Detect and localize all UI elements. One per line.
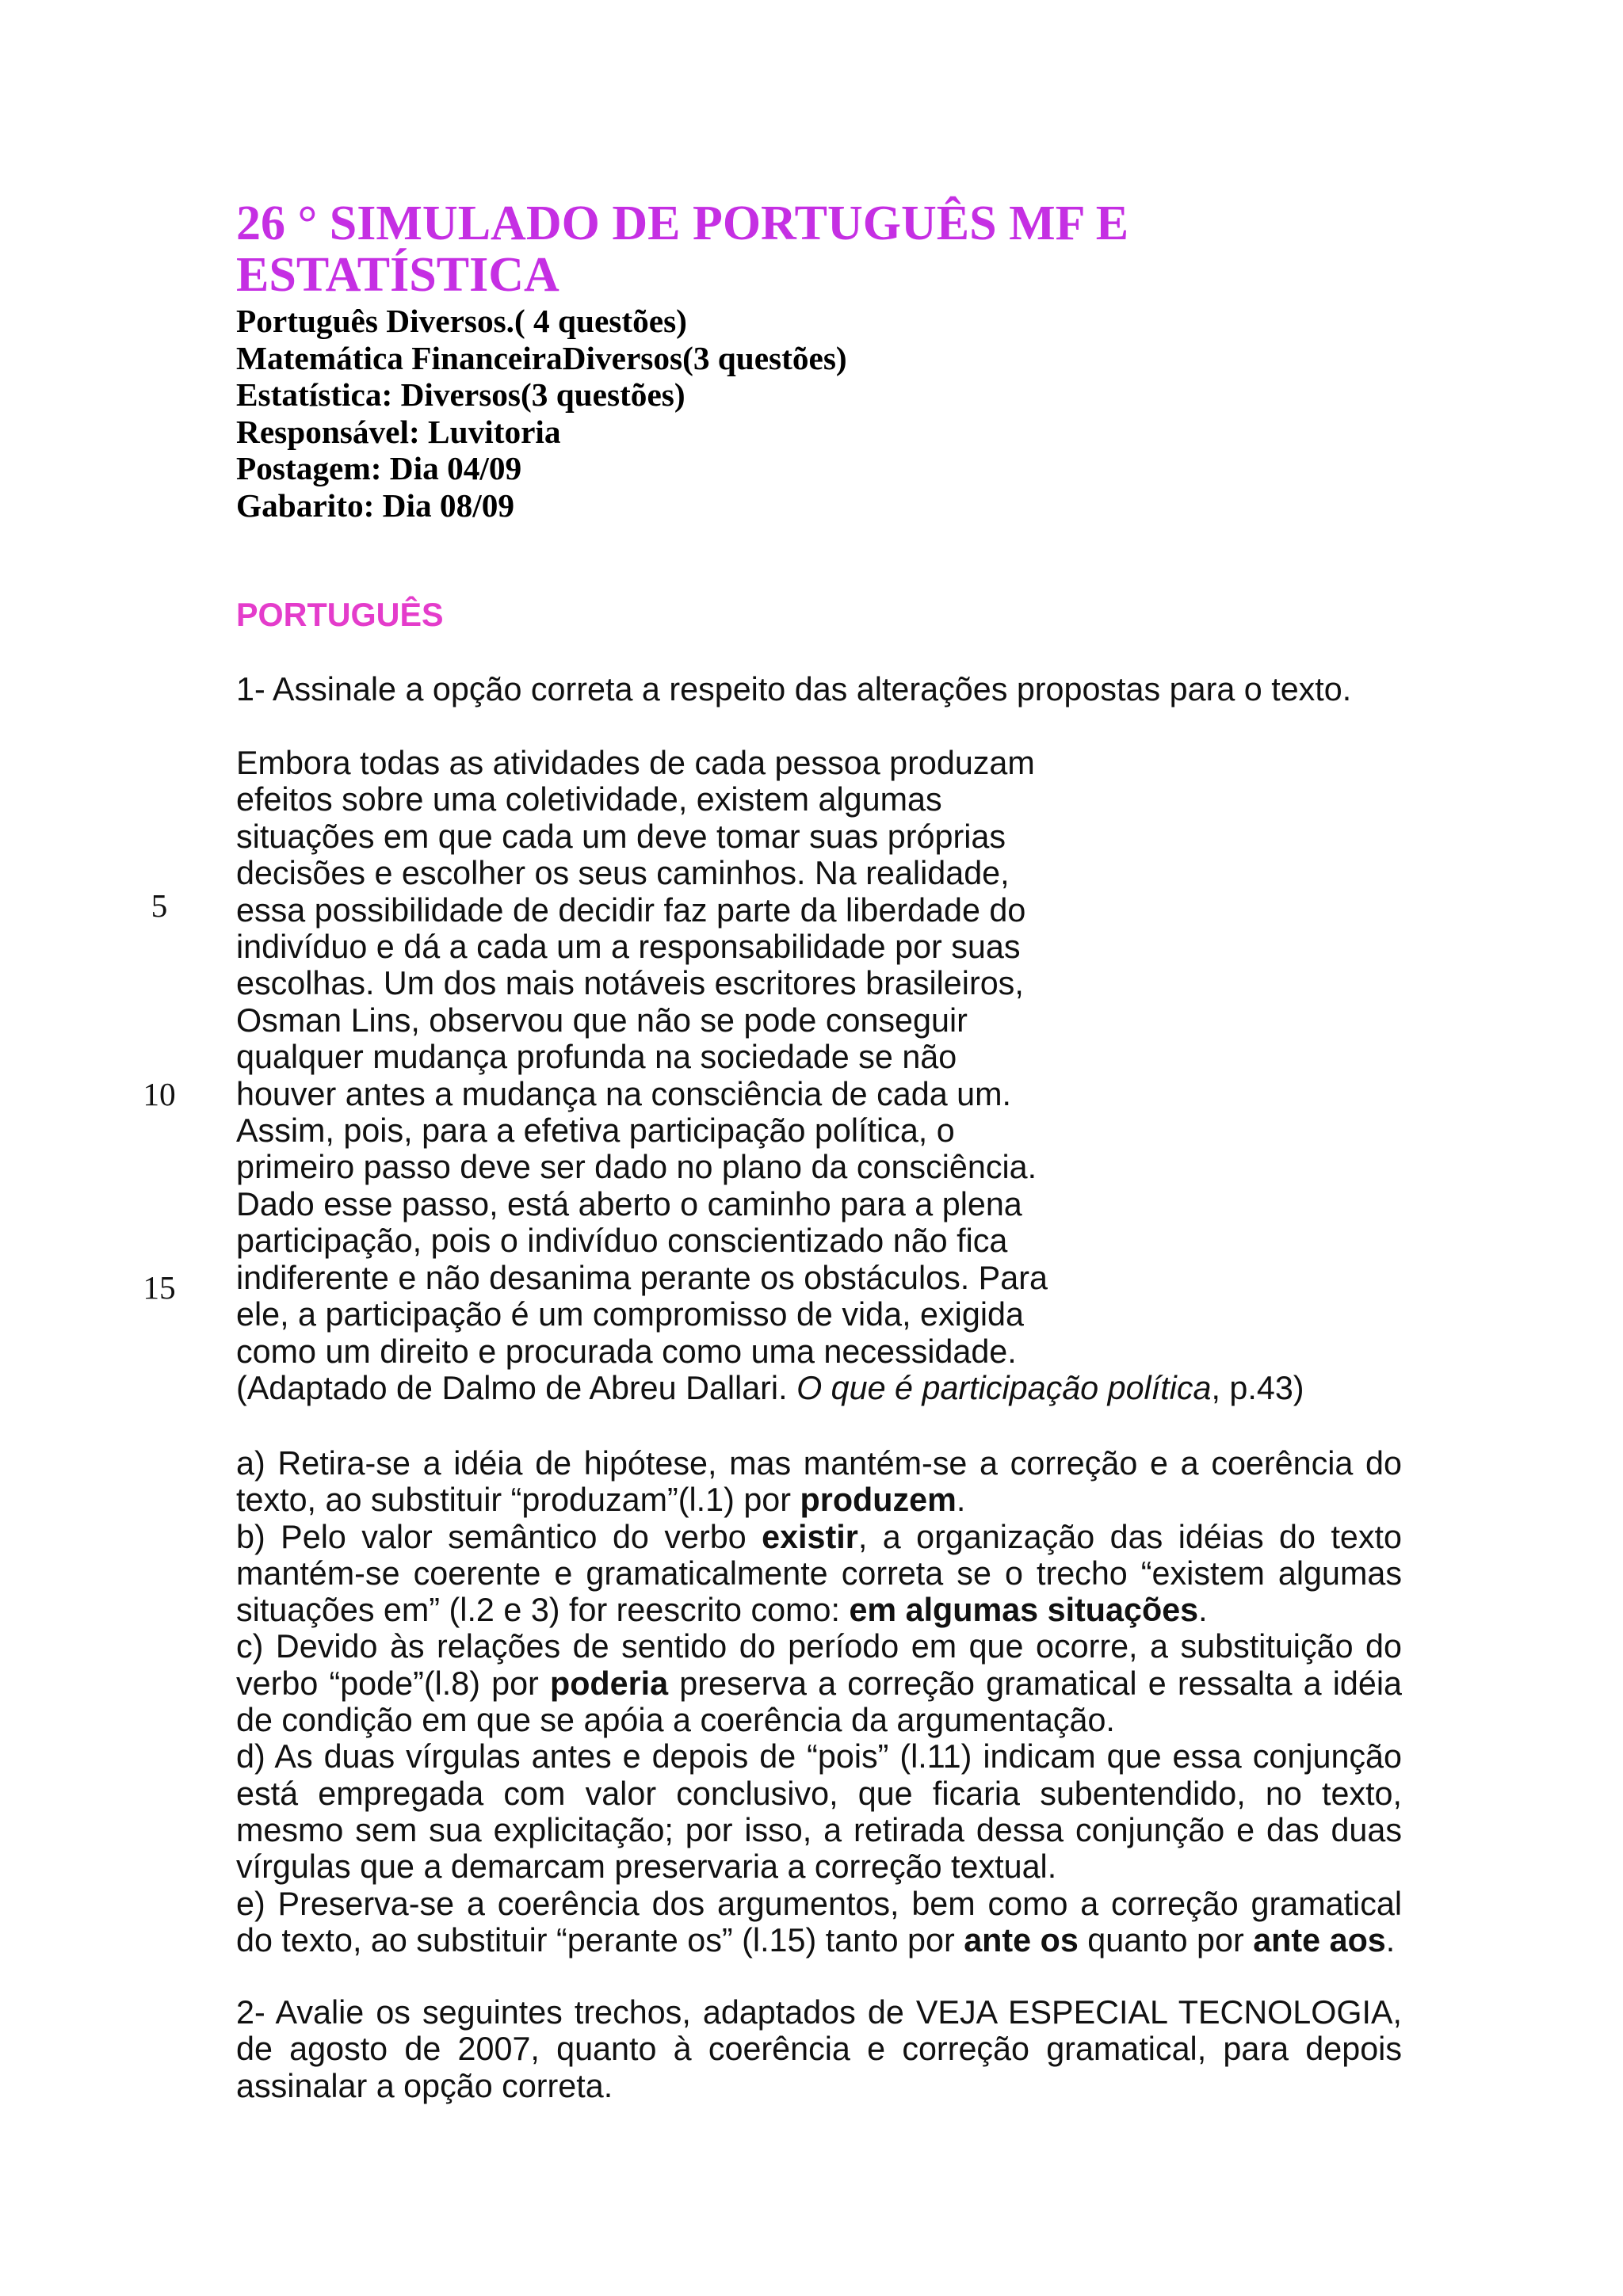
passage-line: escolhas. Um dos mais notáveis escritores brasileiros,	[236, 965, 1024, 1002]
passage-line: indivíduo e dá a cada um a responsabilidade por suas	[236, 929, 1021, 966]
option-d	[236, 1738, 1402, 1885]
passage-line: como um direito e procurada como uma necessidade.	[236, 1333, 1017, 1370]
passage-line: Dado esse passo, está aberto o caminho para a plena	[236, 1185, 1022, 1222]
option-line	[236, 1482, 1402, 1518]
passage-line: situações em que cada um deve tomar suas próprias	[236, 818, 1006, 855]
info-line-estatistica: Estatística: Diversos(3 questões)	[236, 376, 685, 413]
bold-term: produzem	[800, 1482, 957, 1519]
text-run: .	[956, 1482, 966, 1519]
passage-line: participação, pois o indivíduo conscientizado não fica	[236, 1222, 1008, 1260]
text-run: está empregada com valor conclusivo, que ficaria subentendido, no texto,	[236, 1775, 1402, 1812]
passage-line: primeiro passo deve ser dado no plano da consciência.	[236, 1149, 1037, 1186]
bold-term: ante aos	[1253, 1921, 1386, 1958]
document-info	[236, 303, 847, 524]
text-run: (Adaptado de Dalmo de Abreu Dallari.	[236, 1369, 797, 1406]
info-line-portugues: Português Diversos.( 4 questões)	[236, 303, 687, 339]
text-run: a) Retira-se a idéia de hipótese, mas mantém-se a correção e a coerência do	[236, 1445, 1402, 1482]
text-run: preserva a correção gramatical e ressalta a idéia	[668, 1665, 1402, 1702]
passage-line: indiferente e não desanima perante os obstáculos. Para	[236, 1259, 1048, 1296]
option-e	[236, 1886, 1402, 1959]
option-line	[236, 1665, 1402, 1702]
text-run: situações em” (l.2 e 3) for reescrito como:	[236, 1592, 850, 1629]
info-line-matematica: Matemática FinanceiraDiversos(3 questões)	[236, 339, 847, 376]
option-line	[236, 1812, 1402, 1848]
text-run: mantém-se coerente e gramaticalmente correta se o trecho “existem algumas	[236, 1554, 1402, 1592]
italic-title: O que é participação política	[796, 1369, 1212, 1406]
question-2-line: assinalar a opção correta.	[236, 2067, 613, 2104]
text-run: d) As duas vírgulas antes e depois de “pois” (l.11) indicam que essa conjunção	[236, 1738, 1402, 1775]
text-run: quanto por	[1078, 1921, 1254, 1958]
option-line	[236, 1922, 1402, 1958]
text-run: de condição em que se apóia a coerência da argumentação.	[236, 1702, 1115, 1739]
text-run: , p.43)	[1211, 1369, 1304, 1406]
passage-line: efeitos sobre uma coletividade, existem algumas	[236, 781, 942, 818]
document-title: 26 ° SIMULADO DE PORTUGUÊS MF E ESTATÍSTICA	[236, 196, 1129, 302]
text-run: b) Pelo valor semântico do verbo	[236, 1518, 762, 1555]
passage-line: Embora todas as atividades de cada pessoa produzam	[236, 745, 1035, 781]
question-1-options	[236, 1445, 1402, 1958]
passage-line-number: 15	[143, 1269, 176, 1306]
option-line	[236, 1519, 1402, 1555]
option-line	[236, 1738, 1402, 1775]
bold-term: ante os	[964, 1921, 1079, 1958]
option-line	[236, 1555, 1402, 1592]
option-b	[236, 1519, 1402, 1629]
info-line-gabarito: Gabarito: Dia 08/09	[236, 486, 515, 524]
passage-line: decisões e escolher os seus caminhos. Na realidade,	[236, 855, 1010, 892]
passage	[236, 745, 1304, 1406]
text-run: verbo “pode”(l.8) por	[236, 1665, 550, 1702]
passage-line: houver antes a mudança na consciência de cada um.	[236, 1075, 1011, 1112]
bold-term: existir	[762, 1518, 858, 1555]
question-1-prompt: 1- Assinale a opção correta a respeito das alterações propostas para o texto.	[236, 671, 1352, 707]
passage-line: qualquer mudança profunda na sociedade se não	[236, 1039, 957, 1076]
text-run: vírgulas que a demarcam preservaria a correção textual.	[236, 1848, 1057, 1886]
passage-line: Assim, pois, para a efetiva participação política, o	[236, 1112, 955, 1150]
section-heading: PORTUGUÊS	[236, 597, 444, 633]
passage-line-number: 10	[143, 1076, 176, 1112]
bold-term: poderia	[549, 1665, 669, 1702]
option-line	[236, 1775, 1402, 1812]
text-run: e) Preserva-se a coerência dos argumentos, bem como a correção gramatical	[236, 1885, 1402, 1922]
bold-term: em algumas situações	[849, 1592, 1199, 1629]
text-run: .	[1198, 1592, 1208, 1629]
option-a	[236, 1445, 1402, 1519]
text-run: do texto, ao substituir “perante os” (l.15) tanto por	[236, 1921, 964, 1958]
text-run: c) Devido às relações de sentido do período em que ocorre, a substituição do	[236, 1628, 1402, 1665]
passage-line-number: 5	[151, 887, 168, 924]
option-line	[236, 1702, 1402, 1738]
option-line	[236, 1592, 1402, 1628]
question-2-line: de agosto de 2007, quanto à coerência e correção gramatical, para depois	[236, 2031, 1402, 2068]
text-run: texto, ao substituir “produzam”(l.1) por	[236, 1482, 800, 1519]
question-2-line: 2- Avalie os seguintes trechos, adaptados de VEJA ESPECIAL TECNOLOGIA,	[236, 1994, 1402, 2031]
info-line-postagem: Postagem: Dia 04/09	[236, 450, 522, 486]
passage-line: Osman Lins, observou que não se pode conseguir	[236, 1001, 968, 1039]
option-line	[236, 1886, 1402, 1922]
text-run: mesmo sem sua explicitação; por isso, a retirada dessa conjunção e das duas	[236, 1811, 1402, 1848]
passage-line: ele, a participação é um compromisso de vida, exigida	[236, 1296, 1024, 1333]
option-c	[236, 1628, 1402, 1738]
question-2-prompt	[236, 1994, 1402, 2104]
passage-citation	[236, 1370, 1304, 1406]
option-line	[236, 1848, 1402, 1885]
text-run: .	[1385, 1921, 1396, 1958]
text-run: , a organização das idéias do texto	[857, 1518, 1402, 1555]
passage-line: essa possibilidade de decidir faz parte da liberdade do	[236, 891, 1026, 929]
info-line-responsavel: Responsável: Luvitoria	[236, 413, 561, 450]
option-line	[236, 1628, 1402, 1665]
option-line	[236, 1445, 1402, 1482]
